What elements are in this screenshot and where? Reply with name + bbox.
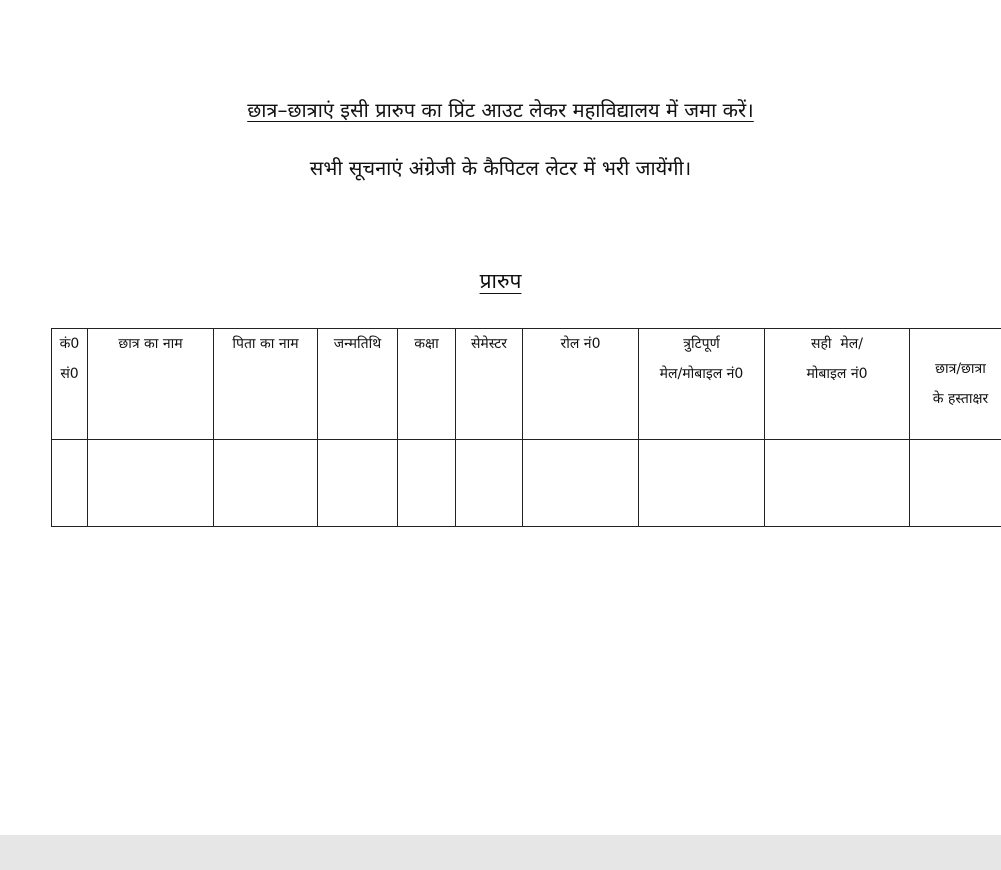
header-serial-no-line2: सं0 [60,366,79,382]
header-correct-mail-mobile [765,329,910,440]
header-student-name-label: छात्र का नाम [118,336,183,352]
cell-student-name [88,440,214,527]
header-semester-label: सेमेस्टर [470,336,508,352]
header-serial-no-line1: कं0 [59,336,80,352]
header-date-of-birth [318,329,398,440]
header-date-of-birth-label: जन्मतिथि [333,336,382,352]
student-correction-form-table [51,328,1001,527]
header-roll-no-label: रोल नं0 [560,336,601,352]
header-incorrect-line1: त्रुटिपूर्ण [683,336,720,352]
cell-roll-no [523,440,639,527]
header-class [398,329,456,440]
header-class-label: कक्षा [414,336,439,352]
viewer-bottom-bar [0,835,1001,870]
instruction-capital-letters: सभी सूचनाएं अंग्रेजी के कैपिटल लेटर में भरी जायेंगी। [309,156,692,180]
cell-serial-no [52,440,88,527]
header-student-signature [910,329,1001,440]
cell-incorrect-mail-mobile [639,440,765,527]
table-row [52,440,1001,527]
header-incorrect-line2: मेल/मोबाइल नं0 [659,366,744,382]
header-semester [456,329,523,440]
cell-date-of-birth [318,440,398,527]
table-header-row [52,329,1001,440]
header-correct-line2: मोबाइल नं0 [806,366,868,382]
header-father-name-label: पिता का नाम [232,336,299,352]
header-signature-line2: के हस्ताक्षर [932,391,989,407]
header-correct-line1: सही मेल/ [810,336,863,352]
header-incorrect-mail-mobile [639,329,765,440]
cell-father-name [214,440,318,527]
header-student-name [88,329,214,440]
header-serial-no [52,329,88,440]
cell-student-signature [910,440,1001,527]
cell-semester [456,440,523,527]
header-roll-no [523,329,639,440]
cell-class [398,440,456,527]
form-heading: प्रारुप [479,269,522,293]
header-signature-line1: छात्र/छात्रा [935,361,986,377]
instruction-print-submit: छात्र–छात्राएं इसी प्रारुप का प्रिंट आउट लेकर महाविद्यालय में जमा करें। [247,98,754,122]
header-father-name [214,329,318,440]
cell-correct-mail-mobile [765,440,910,527]
